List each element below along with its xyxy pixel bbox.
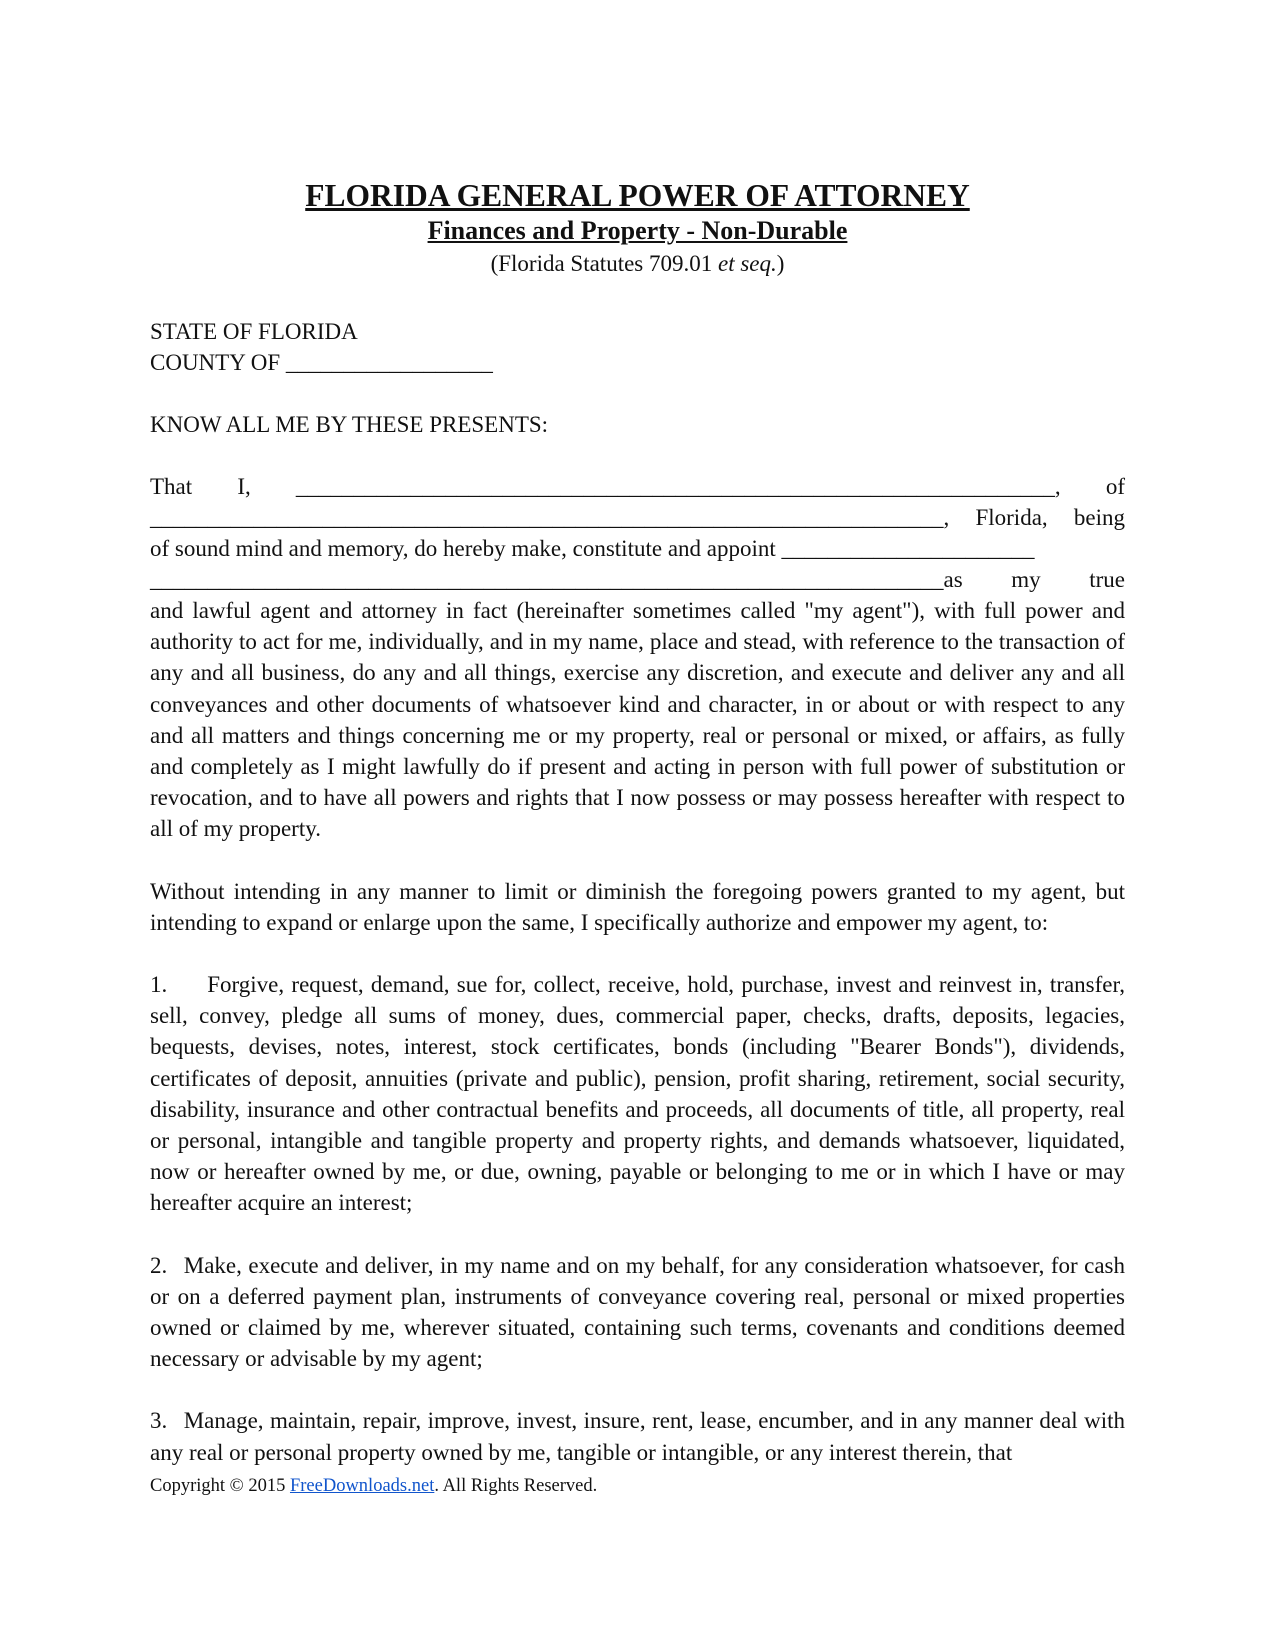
intro-line-4 — [150, 564, 1125, 595]
statute-reference — [150, 248, 1125, 280]
intro-florida: Florida, — [975, 505, 1048, 530]
state-line: STATE OF FLORIDA — [150, 319, 358, 344]
copyright-footer — [150, 1474, 597, 1498]
intro-my: my — [1011, 567, 1041, 592]
power-item-2 — [150, 1250, 1125, 1375]
intro-line-2 — [150, 502, 1125, 533]
title-block — [150, 178, 1125, 280]
document-subtitle: Finances and Property - Non-Durable — [427, 216, 848, 245]
statute-italic: et seq. — [718, 251, 777, 276]
intro-i: I, — [237, 474, 251, 499]
document-title: FLORIDA GENERAL POWER OF ATTORNEY — [305, 178, 970, 213]
know-all-line: KNOW ALL ME BY THESE PRESENTS: — [150, 412, 549, 437]
intro-body-paragraph: and lawful agent and attorney in fact (hereinafter sometimes called "my agent"), with full power and authority to act for me, individually, and in my name, place and stead, with reference to the transaction of any and all business, do any and all things, exercise any discretion, and execute and deliver any and all conveyances and other documents of whatsoever kind and character, in or about or with respect to any and all matters and things concerning me or my property, real or personal or mixed, or affairs, as fully and completely as I might lawfully do if present and acting in person with full power of substitution or revocation, and to have all powers and rights that I now possess or may possess hereafter with respect to all of my property. — [150, 598, 1125, 842]
footer-prefix: Copyright © 2015 — [150, 1476, 290, 1496]
footer-suffix: . All Rights Reserved. — [434, 1476, 598, 1496]
item-text: Make, execute and deliver, in my name and on my behalf, for any consideration whatsoever, for cash or on a deferred payment plan, instruments of conveyance covering real, personal or mixed properties owned or claimed by me, wherever situated, containing such terms, covenants and conditions deemed necessary or advisable by my agent; — [150, 1252, 1125, 1372]
intro-that: That — [150, 474, 193, 499]
item-text: Forgive, request, demand, sue for, collect, receive, hold, purchase, invest and reinvest in, transfer, sell, convey, pledge all sums of money, dues, commercial paper, checks, drafts, deposits, legacies, bequests, devises, notes, interest, stock certificates, bonds (including "Bearer Bonds"), dividends, certificates of deposit, annuities (private and public), pension, profit sharing, retirement, social security, disability, insurance and other contractual benefits and proceeds, all documents of title, all property, real or personal, intangible and tangible property and property rights, and demands whatsoever, liquidated, now or hereafter owned by me, or due, owning, payable or belonging to me or in which I have or may hereafter acquire an interest; — [150, 972, 1125, 1216]
principal-name-blank: __________________________________________________________________, — [295, 474, 1061, 499]
principal-city-blank: _____________________________________________________________________, — [150, 505, 950, 530]
statute-prefix: (Florida Statutes 709.01 — [490, 251, 718, 276]
intro-as: as — [943, 567, 963, 592]
document-page — [150, 178, 1125, 1468]
power-item-3 — [150, 1405, 1125, 1467]
intro-true: true — [1089, 567, 1126, 592]
county-line: COUNTY OF __________________ — [150, 350, 493, 375]
without-intending-paragraph: Without intending in any manner to limit or diminish the foregoing powers granted to my agent, but intending to expand or enlarge upon the same, I specifically authorize and empower my agent, to: — [150, 878, 1125, 935]
power-item-1 — [150, 969, 1125, 1219]
intro-being: being — [1073, 505, 1125, 530]
intro-line-3: of sound mind and memory, do hereby make, constitute and appoint ______________________ — [150, 536, 1035, 561]
item-number: 1. — [150, 972, 168, 998]
intro-line-1 — [150, 471, 1125, 502]
statute-suffix: ) — [776, 251, 785, 276]
freedownloads-link[interactable]: FreeDownloads.net — [289, 1476, 435, 1496]
item-number: 3. — [150, 1408, 168, 1434]
item-number: 2. — [150, 1252, 168, 1278]
item-text: Manage, maintain, repair, improve, invest, insure, rent, lease, encumber, and in any manner deal with any real or personal property owned by me, tangible or intangible, or any interest therein, that — [150, 1408, 1125, 1465]
agent-name-blank: _____________________________________________________________________ — [150, 567, 944, 592]
intro-of: of — [1105, 474, 1126, 499]
